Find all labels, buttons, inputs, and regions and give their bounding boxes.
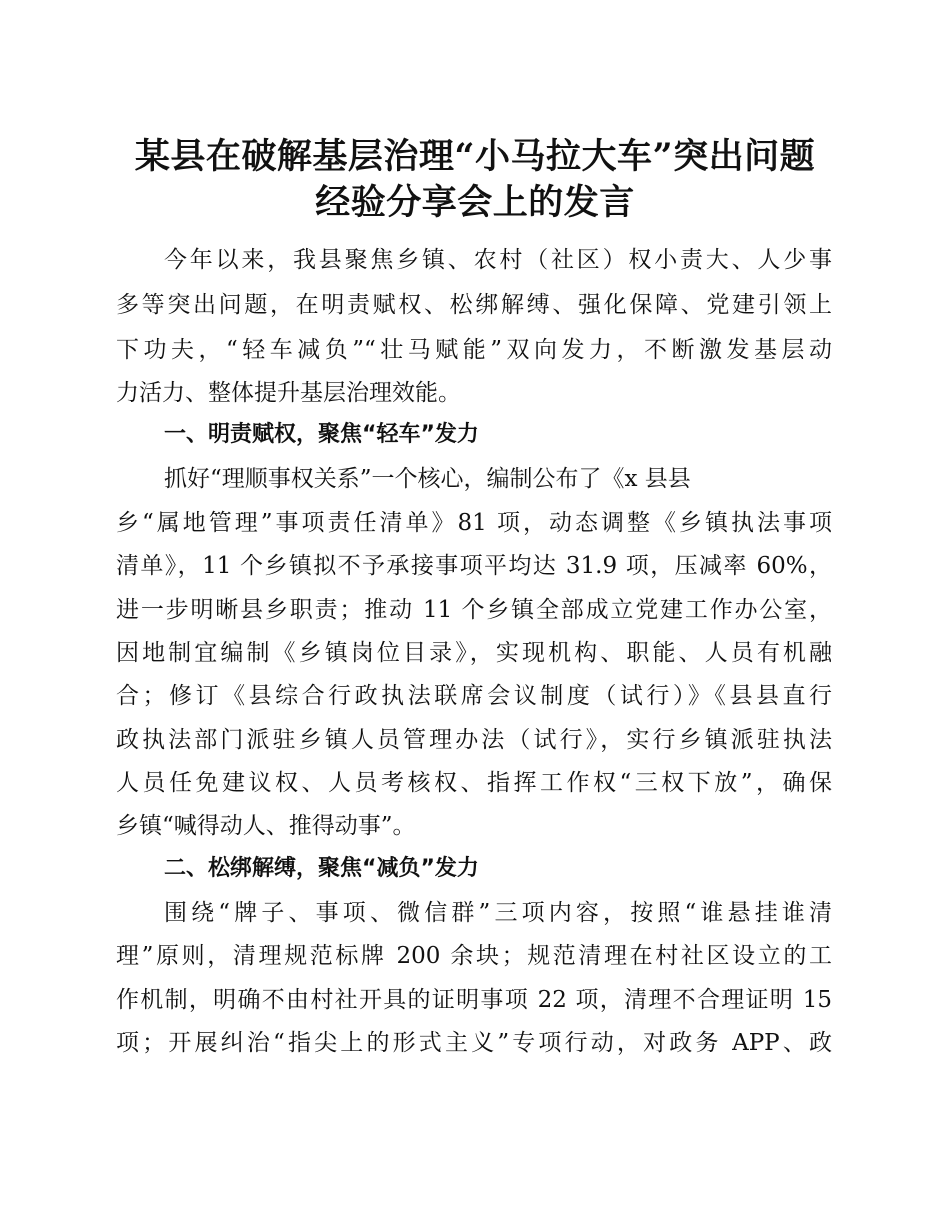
section2-line-1: 围绕“牌子、事项、微信群”三项内容，按照“谁悬挂谁清 [164, 900, 832, 926]
section2-line-2: 理”原则，清理规范标牌 200 余块；规范清理在村社区设立的工 [116, 943, 832, 969]
document-title-line-2: 经验分享会上的发言 [315, 182, 635, 223]
intro-line-2: 多等突出问题，在明责赋权、松绑解缚、强化保障、党建引领上 [116, 292, 832, 318]
section1-line-8: 人员任免建议权、人员考核权、指挥工作权“三权下放”，确保 [116, 770, 832, 796]
section1-line-5: 因地制宜编制《乡镇岗位目录》，实现机构、职能、人员有机融 [116, 640, 832, 666]
section1-line-9: 乡镇“喊得动人、推得动事”。 [116, 813, 416, 839]
document-title-line-1: 某县在破解基层治理“小马拉大车”突出问题 [134, 136, 816, 177]
section2-line-4: 项；开展纠治“指尖上的形式主义”专项行动，对政务 APP、政 [116, 1030, 832, 1056]
section1-line-2: 乡“属地管理”事项责任清单》81 项，动态调整《乡镇执法事项 [116, 510, 832, 536]
intro-line-3: 下功夫，“轻车减负”“壮马赋能”双向发力，不断激发基层动 [116, 337, 832, 363]
section1-line-3: 清单》，11 个乡镇拟不予承接事项平均达 31.9 项，压减率 60%， [116, 553, 832, 579]
section1-line-6: 合；修订《县综合行政执法联席会议制度（试行）》《县县直行 [116, 683, 832, 709]
section1-line-4: 进一步明晰县乡职责；推动 11 个乡镇全部成立党建工作办公室， [116, 597, 832, 623]
intro-line-4: 力活力、整体提升基层治理效能。 [116, 380, 461, 406]
section1-line-7: 政执法部门派驻乡镇人员管理办法（试行》，实行乡镇派驻执法 [116, 727, 832, 753]
section1-heading: 一、明责赋权，聚焦“轻车”发力 [164, 422, 479, 447]
intro-line-1: 今年以来，我县聚焦乡镇、农村（社区）权小责大、人少事 [164, 247, 832, 273]
section2-heading: 二、松绑解缚，聚焦“减负”发力 [164, 856, 479, 881]
section2-line-3: 作机制，明确不由村社开具的证明事项 22 项，清理不合理证明 15 [116, 987, 832, 1013]
section1-line-1: 抓好“理顺事权关系”一个核心，编制公布了《x 县县 [164, 466, 691, 492]
